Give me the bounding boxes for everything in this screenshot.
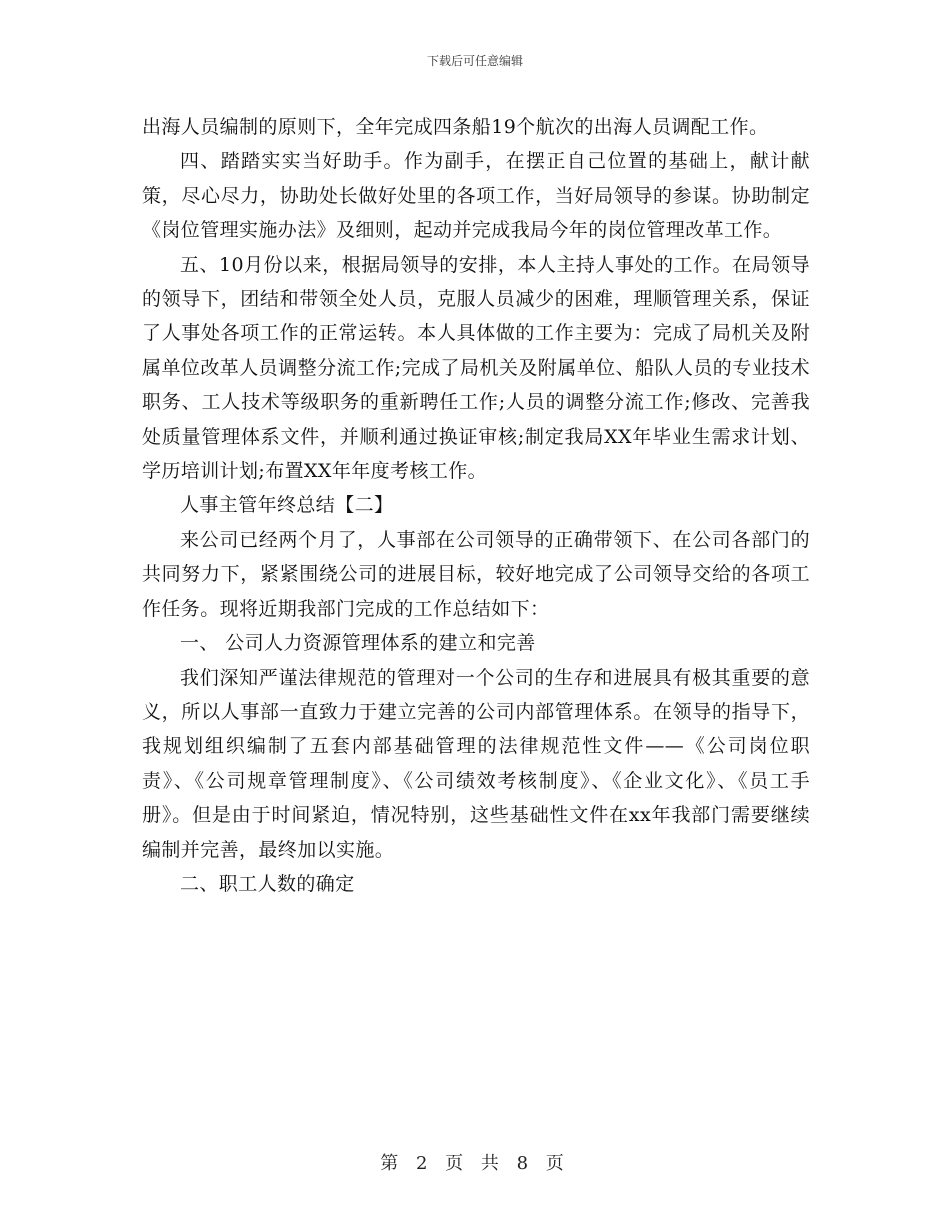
paragraph-continuation: 出海人员编制的原则下，全年完成四条船19个航次的出海人员调配工作。 (142, 116, 769, 138)
paragraph-intro: 来公司已经两个月了，人事部在公司领导的正确带领下、在公司各部门的共同努力下，紧紧围绕公司的进展目标，较好地完成了公司领导交给的各项工作任务。现将近期我部门完成的工作总结如下： (142, 528, 810, 620)
section-title-summary-two: 人事主管年终总结【二】 (180, 494, 394, 517)
document-body (142, 110, 810, 901)
page-header: 下载后可任意编辑 (426, 54, 523, 68)
paragraph-section-four: 四、踏踏实实当好助手。作为副手，在摆正自己位置的基础上，献计献策，尽心尽力，协助处长做好处里的各项工作，当好局领导的参谋。协助制定《岗位管理实施办法》及细则，起动并完成我局今年的岗位管理改革工作。 (142, 150, 810, 242)
heading-staff-count: 二、职工人数的确定 (180, 872, 355, 895)
page-number: 第 2 页 共 8 页 (380, 1153, 570, 1174)
paragraph-hr-system: 我们深知严谨法律规范的管理对一个公司的生存和进展具有极其重要的意义，所以人事部一直致力于建立完善的公司内部管理体系。在领导的指导下，我规划组织编制了五套内部基础管理的法律规范性文件——《公司岗位职责》、《公司规章管理制度》、《公司绩效考核制度》、《企业文化》、《员工手册》。但是由于时间紧迫，情况特别，这些基础性文件在xx年我部门需要继续编制并完善，最终加以实施。 (142, 666, 810, 861)
paragraph-section-five: 五、10月份以来，根据局领导的安排，本人主持人事处的工作。在局领导的领导下，团结和带领全处人员，克服人员减少的困难，理顺管理关系，保证了人事处各项工作的正常运转。本人具体做的工作主要为：完成了局机关及附属单位改革人员调整分流工作;完成了局机关及附属单位、船队人员的专业技术职务、工人技术等级职务的重新聘任工作;人员的调整分流工作;修改、完善我处质量管理体系文件，并顺利通过换证审核;制定我局XX年毕业生需求计划、学历培训计划;布置XX年年度考核工作。 (142, 253, 810, 483)
heading-hr-system: 一、 公司人力资源管理体系的建立和完善 (180, 632, 536, 655)
